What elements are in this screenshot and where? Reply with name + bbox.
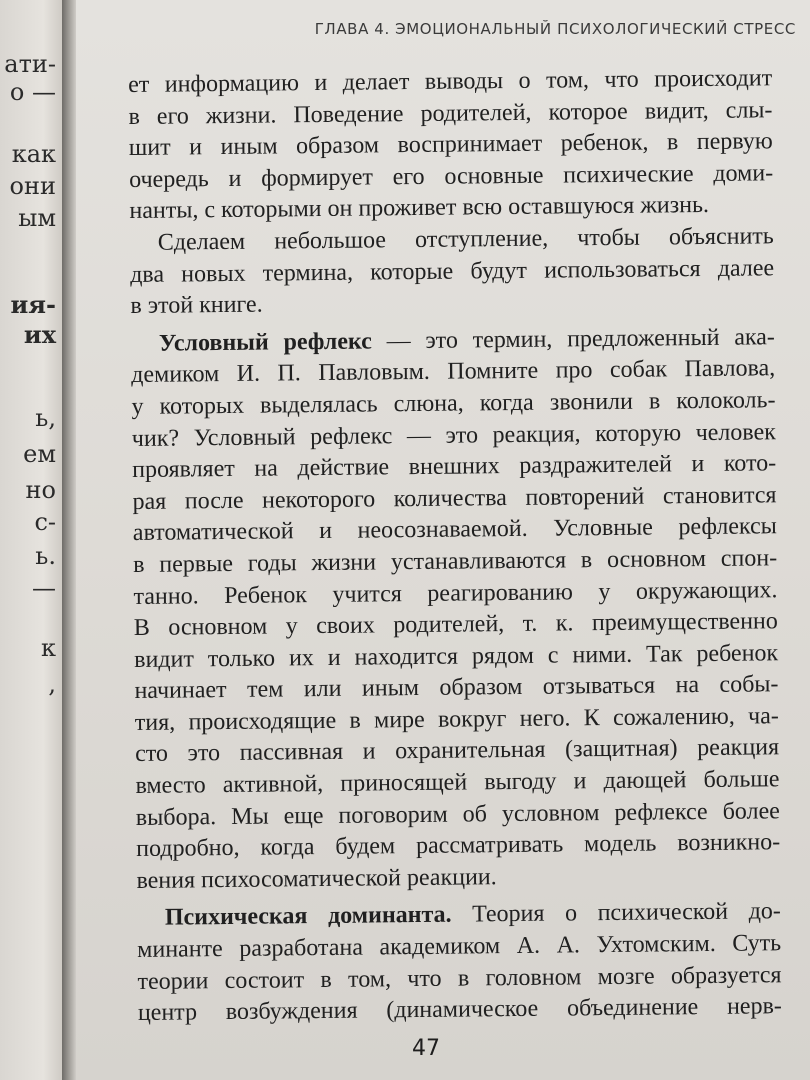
book-gutter — [62, 0, 76, 1080]
left-page-text-fragment: с- — [34, 508, 56, 536]
text-line: демиком И. П. Павловым. Помните про собак Павлова, — [131, 355, 776, 389]
text-line: рая после некоторого количества повторений становится — [132, 481, 777, 515]
left-page-text-fragment: ь, — [35, 404, 56, 432]
book-page — [76, 0, 810, 1080]
left-page-text-fragment: ым — [18, 204, 56, 232]
left-page-text-fragment: ия- — [10, 290, 56, 319]
left-page-text-fragment: их — [23, 320, 56, 349]
text-line: Сделаем небольшое отступление, чтобы объяснить — [157, 223, 774, 256]
left-page-text-fragment: ати- — [4, 50, 56, 78]
left-page-text-fragment: — — [32, 574, 56, 602]
text-line: минанте разработана академиком А. А. Ухтомским. Суть — [137, 930, 782, 963]
text-line: проявляет на действие внешних раздражителей и кото- — [132, 450, 777, 484]
text-line: нанты, с которыми он проживет всю оставшуюся жизнь. — [129, 192, 710, 225]
text-line: автоматической и неосознаваемой. Условные рефлексы — [132, 513, 777, 547]
text-line: подробно, когда будем рассматривать модель возникно- — [136, 829, 781, 863]
left-page-text-fragment: ь. — [35, 542, 56, 570]
body-text — [128, 63, 782, 1030]
text-line: вместо активной, приносящей выгоду и дающей больше — [135, 766, 780, 800]
paragraph-3 — [131, 322, 781, 897]
text-line: вения психосоматической реакции. — [136, 864, 497, 894]
left-page-text-fragment: о — — [9, 78, 56, 106]
text-line: выбора. Мы еще поговорим об условном рефлексе более — [135, 797, 780, 831]
text-line: сто это пассивная и охранительная (защитная) реакция — [135, 734, 780, 768]
text-line: тия, происходящие в мире вокруг него. К сожалению, ча- — [134, 703, 779, 736]
text-line: два новых термина, которые будут использоваться далее — [130, 254, 775, 288]
paragraph-2 — [130, 221, 775, 323]
page-number: 47 — [412, 1036, 440, 1061]
text-line: центр возбуждения (динамическое объединение нерв- — [137, 993, 782, 1027]
left-page-text-fragment: к — [41, 634, 56, 662]
text-line: чик? Условный рефлекс — это реакция, которую человек — [131, 418, 776, 452]
text-line: очередь и формирует его основные психические доми- — [129, 160, 774, 193]
text-line: ет информацию и делает выводы о том, что происходит — [128, 65, 773, 98]
text-line: в этой книге. — [130, 291, 263, 320]
term-definition-start: — это термин, предложенный ака- — [371, 323, 775, 355]
paragraph-4 — [137, 897, 782, 1030]
running-header: ГЛАВА 4. ЭМОЦИОНАЛЬНЫЙ ПСИХОЛОГИЧЕСКИЙ СТРЕСС — [314, 20, 796, 38]
left-page-edge — [0, 0, 62, 1080]
left-page-text-fragment: как — [11, 140, 56, 168]
paragraph-1 — [128, 63, 774, 228]
text-line: В основном у своих родителей, т. к. преимущественно — [133, 608, 778, 642]
text-line: видит только их и находится рядом с ними. Так ребенок — [134, 639, 779, 673]
term-definition-start: Теория о психической до- — [451, 898, 782, 929]
text-line: теории состоит в том, что в головном мозге образуется — [137, 961, 782, 995]
text-line: танно. Ребенок учится реагированию у окружающих. — [133, 576, 778, 610]
text-line: в его жизни. Поведение родителей, которое видит, слы- — [128, 96, 773, 130]
text-line: в первые годы жизни устанавливаются в основном спон- — [133, 545, 778, 578]
left-page-text-fragment: ем — [23, 440, 56, 468]
left-page-text-fragment: но — [25, 476, 56, 504]
text-line: шит и иным образом воспринимает ребенок, в первую — [128, 128, 773, 162]
left-page-text-fragment: они — [9, 172, 56, 200]
term-psychic-dominant: Психическая доминанта. — [164, 902, 452, 932]
left-page-text-fragment: , — [48, 670, 56, 698]
term-conditioned-reflex: Условный рефлекс — [158, 328, 372, 357]
text-line: у которых выделялась слюна, когда звонили в колоколь- — [131, 387, 776, 420]
text-line: начинает тем или иным образом отзываться на собы- — [134, 671, 779, 705]
